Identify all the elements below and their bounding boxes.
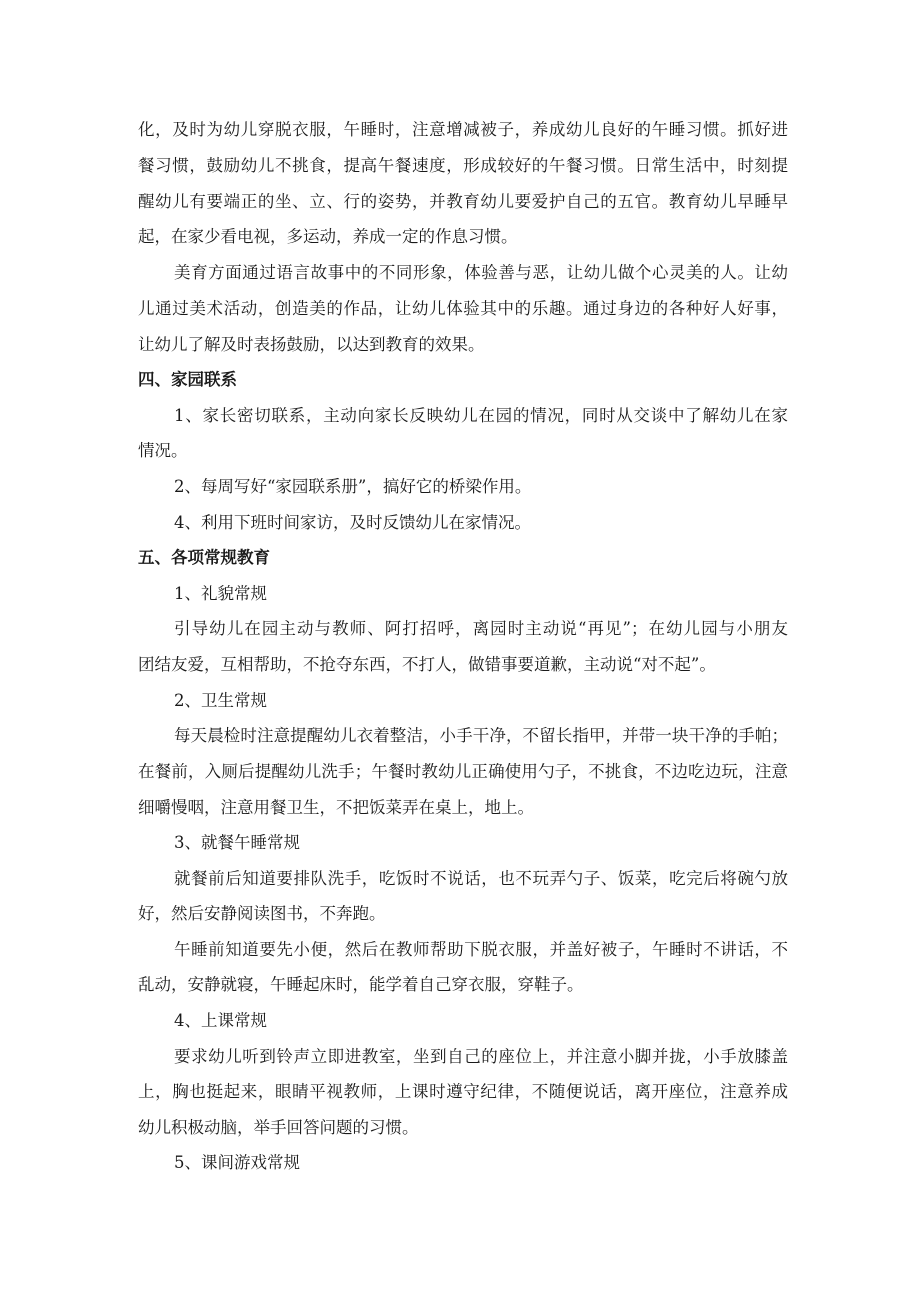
paragraph-line: 午睡前知道要先小便，然后在教师帮助下脱衣服，并盖好被子，午睡时不讲话，不 bbox=[174, 940, 788, 959]
paragraph-line: 1、家长密切联系，主动向家长反映幼儿在园的情况，同时从交谈中了解幼儿在家 bbox=[174, 406, 788, 425]
paragraph-line: 化，及时为幼儿穿脱衣服，午睡时，注意增减被子，养成幼儿良好的午睡习惯。抓好进 bbox=[138, 120, 788, 139]
section-heading: 四、家园联系 bbox=[138, 370, 237, 389]
paragraph-line: 4、利用下班时间家访，及时反馈幼儿在家情况。 bbox=[174, 513, 531, 532]
paragraph-line: 引导幼儿在园主动与教师、阿打招呼，离园时主动说“再见”；在幼儿园与小朋友 bbox=[174, 619, 788, 638]
paragraph-line: 就餐前后知道要排队洗手，吃饭时不说话，也不玩弄勺子、饭菜，吃完后将碗勺放 bbox=[174, 869, 788, 888]
paragraph-line: 起，在家少看电视，多运动，养成一定的作息习惯。 bbox=[138, 227, 518, 246]
subsection-heading: 5、课间游戏常规 bbox=[174, 1153, 300, 1172]
paragraph-line: 每天晨检时注意提醒幼儿衣着整洁，小手干净，不留长指甲，并带一块干净的手帕； bbox=[174, 726, 788, 745]
subsection-heading: 3、就餐午睡常规 bbox=[174, 833, 300, 852]
paragraph-line: 乱动，安静就寝，午睡起床时，能学着自己穿衣服，穿鞋子。 bbox=[138, 975, 584, 994]
paragraph-line: 餐习惯，鼓励幼儿不挑食，提高午餐速度，形成较好的午餐习惯。日常生活中，时刻提 bbox=[138, 156, 788, 175]
paragraph-line: 情况。 bbox=[138, 441, 188, 460]
subsection-heading: 4、上课常规 bbox=[174, 1011, 267, 1030]
paragraph-line: 2、每周写好“家园联系册”，搞好它的桥梁作用。 bbox=[174, 477, 532, 496]
paragraph-line: 醒幼儿有要端正的坐、立、行的姿势，并教育幼儿要爱护自己的五官。教育幼儿早睡早 bbox=[138, 192, 788, 211]
paragraph-line: 上，胸也挺起来，眼睛平视教师，上课时遵守纪律，不随便说话，离开座位，注意养成 bbox=[138, 1082, 788, 1101]
paragraph-line: 儿通过美术活动，创造美的作品，让幼儿体验其中的乐趣。通过身边的各种好人好事， bbox=[138, 299, 788, 318]
paragraph-line: 幼儿积极动脑，举手回答问题的习惯。 bbox=[138, 1118, 419, 1137]
paragraph-line: 团结友爱，互相帮助，不抢夺东西，不打人，做错事要道歉，主动说“对不起”。 bbox=[138, 655, 716, 674]
paragraph-line: 要求幼儿听到铃声立即进教室，坐到自己的座位上，并注意小脚并拢，小手放膝盖 bbox=[174, 1047, 788, 1066]
section-heading: 五、各项常规教育 bbox=[138, 548, 270, 567]
paragraph-line: 美育方面通过语言故事中的不同形象，体验善与恶，让幼儿做个心灵美的人。让幼 bbox=[174, 263, 788, 282]
paragraph-line: 在餐前，入厕后提醒幼儿洗手；午餐时教幼儿正确使用勺子，不挑食，不边吃边玩，注意 bbox=[138, 762, 788, 781]
subsection-heading: 2、卫生常规 bbox=[174, 691, 267, 710]
paragraph-line: 让幼儿了解及时表扬鼓励，以达到教育的效果。 bbox=[138, 335, 485, 354]
subsection-heading: 1、礼貌常规 bbox=[174, 584, 267, 603]
paragraph-line: 细嚼慢咽，注意用餐卫生，不把饭菜弄在桌上，地上。 bbox=[138, 798, 534, 817]
paragraph-line: 好，然后安静阅读图书，不奔跑。 bbox=[138, 904, 386, 923]
